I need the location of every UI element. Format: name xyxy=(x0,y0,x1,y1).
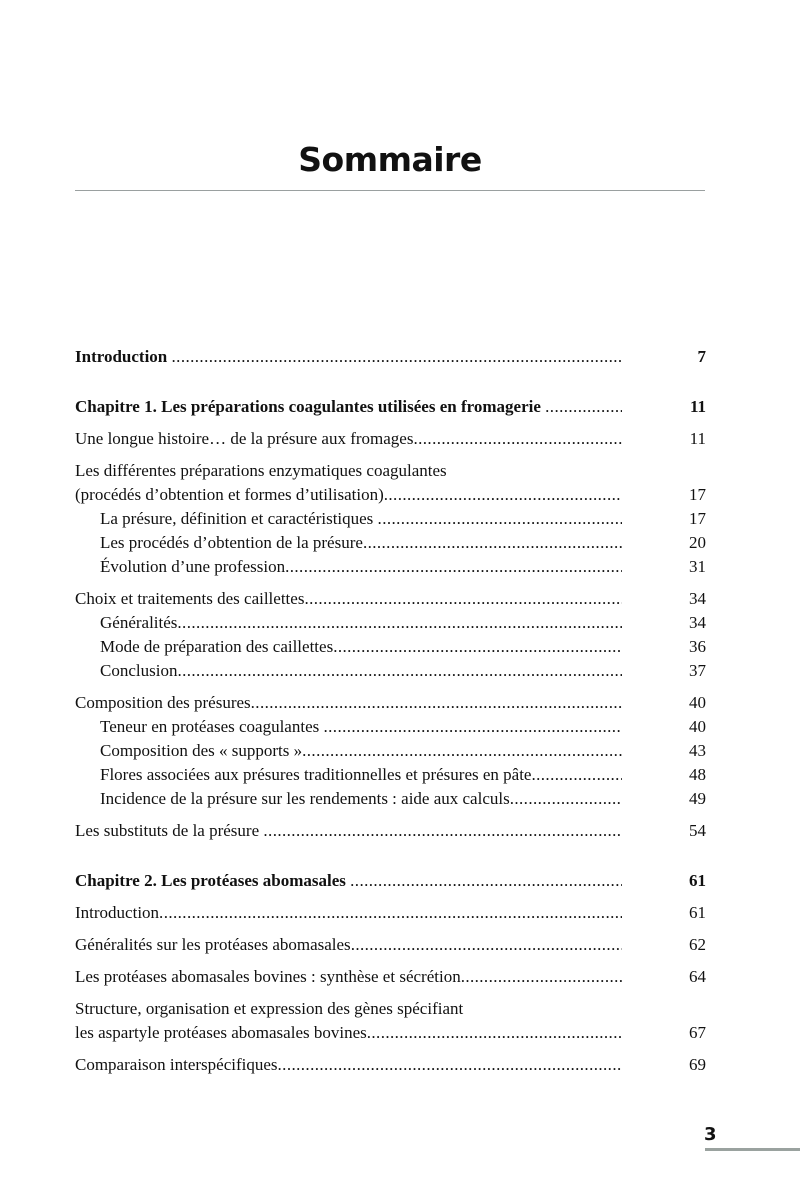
toc-subentry-composition-supports[interactable] xyxy=(75,739,706,763)
toc-entry-label: Introduction xyxy=(75,903,160,922)
toc-entry-label: Les procédés d’obtention de la présure xyxy=(100,533,363,552)
toc-entry-structure-genes[interactable] xyxy=(75,1021,706,1045)
toc-entry-page: 36 xyxy=(689,637,706,656)
toc-entry-label: (procédés d’obtention et formes d’utilisation) xyxy=(75,485,384,504)
toc-entry-label: Généralités xyxy=(100,613,178,632)
toc-entry-ch2-introduction[interactable] xyxy=(75,901,706,925)
toc-entry-page: 7 xyxy=(697,347,706,366)
toc-entry-label: Composition des « supports » xyxy=(100,741,303,760)
toc-subentry-teneur-proteases[interactable] xyxy=(75,715,706,739)
toc-entry-label: Teneur en protéases coagulantes xyxy=(100,717,320,736)
toc-entry-introduction[interactable] xyxy=(75,345,706,369)
toc-entry-label: les aspartyle protéases abomasales bovines xyxy=(75,1023,367,1042)
toc-entry-page: 61 xyxy=(689,903,706,922)
toc-entry-label-line: Les différentes préparations enzymatiques coagulantes xyxy=(75,461,447,480)
toc-entry-page: 62 xyxy=(689,935,706,954)
page-number: 3 xyxy=(704,1124,717,1145)
toc-subentry-conclusion[interactable] xyxy=(75,659,706,683)
toc-entry-label: Les protéases abomasales bovines : synthèse et sécrétion xyxy=(75,967,461,986)
title-divider xyxy=(75,190,705,191)
toc-entry-page: 64 xyxy=(689,967,706,986)
toc-entry-label: Incidence de la présure sur les rendements : aide aux calculs xyxy=(100,789,510,808)
toc-entry-preparations[interactable] xyxy=(75,483,706,507)
toc-entry-chapitre-1[interactable] xyxy=(75,395,706,419)
toc-entry-comparaison-interspecifiques[interactable] xyxy=(75,1053,706,1077)
toc-entry-longue-histoire[interactable] xyxy=(75,427,706,451)
toc-entry-page: 37 xyxy=(689,661,706,680)
toc-entry-label: Conclusion xyxy=(100,661,178,680)
toc-entry-page: 11 xyxy=(689,429,706,448)
toc-entry-label: Les substituts de la présure xyxy=(75,821,260,840)
toc-subentry-presure-definition[interactable] xyxy=(75,507,706,531)
toc-entry-label: Chapitre 1. Les préparations coagulantes utilisées en fromagerie xyxy=(75,397,541,416)
toc-entry-page: 11 xyxy=(689,397,706,416)
page-number-rule xyxy=(705,1148,800,1151)
toc-entry-page: 49 xyxy=(689,789,706,808)
toc-subentry-procedes-obtention[interactable] xyxy=(75,531,706,555)
page-title: Sommaire xyxy=(298,140,482,179)
toc-entry-chapitre-2[interactable] xyxy=(75,869,706,893)
toc-entry-label: Introduction xyxy=(75,347,168,366)
toc-subentry-incidence-rendements[interactable] xyxy=(75,787,706,811)
toc-entry-proteases-bovines[interactable] xyxy=(75,965,706,989)
toc-entry-label: Évolution d’une profession xyxy=(100,557,286,576)
toc-subentry-generalites[interactable] xyxy=(75,611,706,635)
toc-subentry-evolution-profession[interactable] xyxy=(75,555,706,579)
toc-entry-page: 48 xyxy=(689,765,706,784)
toc-entry-page: 40 xyxy=(689,717,706,736)
toc-entry-page: 20 xyxy=(689,533,706,552)
toc-entry-label: Flores associées aux présures traditionnelles et présures en pâte xyxy=(100,765,532,784)
toc-entry-label: Choix et traitements des caillettes xyxy=(75,589,305,608)
toc-entry-page: 17 xyxy=(689,509,706,528)
toc-entry-label-line: Structure, organisation et expression des gènes spécifiant xyxy=(75,999,464,1018)
table-of-contents xyxy=(75,345,706,1077)
toc-entry-page: 43 xyxy=(689,741,706,760)
toc-entry-page: 67 xyxy=(689,1023,706,1042)
toc-entry-page: 69 xyxy=(689,1055,706,1074)
toc-subentry-mode-preparation[interactable] xyxy=(75,635,706,659)
toc-entry-page: 34 xyxy=(689,613,706,632)
toc-entry-label: Chapitre 2. Les protéases abomasales xyxy=(75,871,346,890)
toc-entry-choix-caillettes[interactable] xyxy=(75,587,706,611)
toc-entry-page: 31 xyxy=(689,557,706,576)
toc-subentry-flores-associees[interactable] xyxy=(75,763,706,787)
toc-entry-generalites-proteases[interactable] xyxy=(75,933,706,957)
toc-entry-page: 61 xyxy=(689,871,706,890)
toc-entry-substituts-presure[interactable] xyxy=(75,819,706,843)
toc-entry-page: 34 xyxy=(689,589,706,608)
toc-entry-page: 40 xyxy=(689,693,706,712)
toc-entry-label: Mode de préparation des caillettes xyxy=(100,637,334,656)
toc-entry-page: 54 xyxy=(689,821,706,840)
toc-entry-label: Une longue histoire… de la présure aux fromages xyxy=(75,429,414,448)
toc-entry-composition-presures[interactable] xyxy=(75,691,706,715)
toc-entry-label: La présure, définition et caractéristiques xyxy=(100,509,374,528)
toc-entry-page: 17 xyxy=(689,485,706,504)
toc-entry-label: Comparaison interspécifiques xyxy=(75,1055,278,1074)
toc-entry-label: Généralités sur les protéases abomasales xyxy=(75,935,351,954)
toc-entry-label: Composition des présures xyxy=(75,693,251,712)
